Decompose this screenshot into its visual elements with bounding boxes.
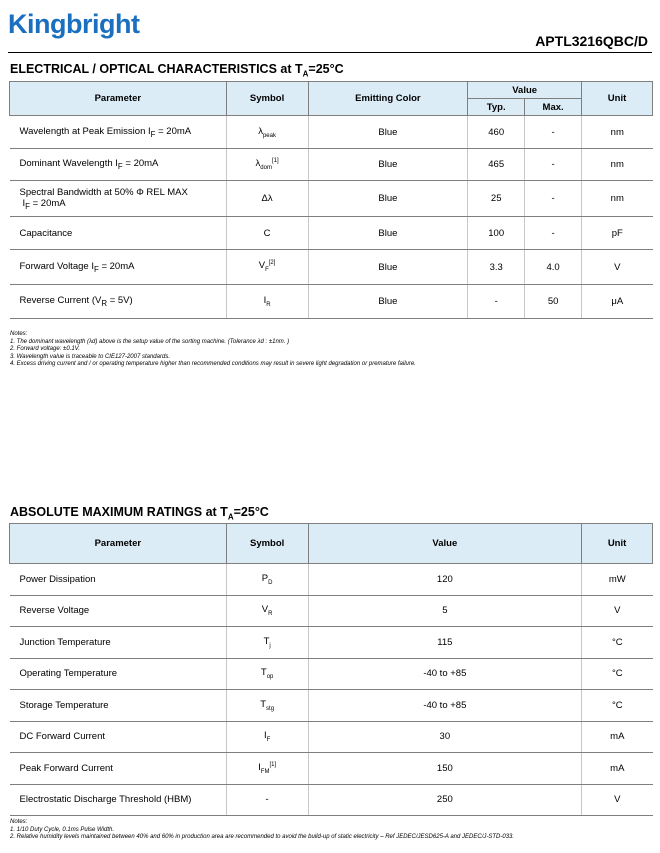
amr-unit-cell: mA (582, 753, 653, 785)
amr-header-unit: Unit (582, 524, 653, 564)
amr-value-cell: 150 (308, 753, 582, 785)
eo-parameter-cell (10, 250, 227, 285)
amr-table-row (10, 721, 653, 753)
eo-symbol: λ (255, 158, 261, 170)
eo-parameter-cell (10, 285, 227, 319)
eo-typ-cell: 100 (468, 217, 525, 250)
eo-color-cell: Blue (308, 116, 468, 149)
amr-value-cell: 120 (308, 564, 582, 596)
eo-header-parameter: Parameter (10, 82, 227, 116)
amr-symbol-note: [1] (269, 761, 277, 768)
eo-parameter-cond: = 20mA (122, 158, 159, 170)
amr-value-cell: 250 (308, 784, 582, 816)
eo-unit-cell: pF (582, 217, 653, 250)
amr-symbol: T (263, 635, 270, 647)
amr-symbol-sub: j (269, 642, 271, 649)
header-divider (8, 52, 652, 53)
eo-max-cell: - (525, 217, 582, 250)
amr-symbol-sub: F (266, 737, 271, 744)
amr-symbol-sub: D (268, 579, 273, 586)
eo-parameter-cell (10, 181, 227, 217)
eo-symbol-cell (226, 217, 308, 250)
amr-note-line: 2. Relative humidity levels maintained between 40% and 60% in production area are recommended to avoid the build-up of static electricity – Ref JEDEC/JESD625-A and JEDEC/J-STD-033. (10, 834, 515, 840)
eo-parameter-cell (10, 116, 227, 149)
amr-value-cell: 115 (308, 627, 582, 659)
eo-table-row (10, 181, 653, 217)
eo-symbol: V (258, 260, 266, 272)
amr-symbol: I (263, 730, 267, 742)
eo-header-max: Max. (525, 99, 582, 116)
eo-color-cell: Blue (308, 250, 468, 285)
amr-symbol: - (265, 794, 269, 806)
amr-table-row (10, 595, 653, 627)
eo-table-row (10, 116, 653, 149)
amr-table-row (10, 690, 653, 722)
eo-parameter-sub: F (93, 264, 99, 274)
eo-max-cell: 4.0 (525, 250, 582, 285)
amr-symbol: T (260, 667, 267, 679)
eo-note-line: 1. The dominant wavelength (λd) above is the setup value of the sorting machine. (Tolerance λd : ±1nm. ) (10, 338, 290, 345)
eo-parameter: Forward Voltage I (19, 260, 94, 272)
eo-parameter-cell (10, 149, 227, 181)
eo-max-cell: - (525, 149, 582, 181)
amr-unit-cell: °C (582, 627, 653, 659)
amr-unit-cell: V (582, 595, 653, 627)
amr-parameter-cell: Electrostatic Discharge Threshold (HBM) (10, 784, 227, 816)
amr-symbol-cell (226, 658, 308, 690)
eo-parameter-line2-text: I (22, 197, 26, 209)
eo-max-cell: - (525, 116, 582, 149)
eo-note-line: 4. Excess driving current and / or operating temperature higher than recommended conditions may result in severe light degradation or premature failure. (10, 361, 416, 367)
eo-parameter: Wavelength at Peak Emission I (19, 125, 151, 137)
eo-header-unit: Unit (582, 82, 653, 116)
amr-value-cell: 30 (308, 721, 582, 753)
amr-unit-cell: mW (582, 564, 653, 596)
eo-header-symbol: Symbol (226, 82, 308, 116)
amr-unit-cell: V (582, 784, 653, 816)
eo-color-cell: Blue (308, 285, 468, 319)
eo-unit-cell: nm (582, 116, 653, 149)
amr-value-cell: 5 (308, 595, 582, 627)
eo-typ-cell: - (468, 285, 525, 319)
amr-value-cell: -40 to +85 (308, 690, 582, 722)
eo-symbol-sub: R (266, 301, 271, 308)
amr-parameter-cell: Operating Temperature (10, 658, 227, 690)
eo-symbol-cell (226, 116, 308, 149)
eo-symbol: Δλ (261, 193, 273, 204)
amr-table-row (10, 564, 653, 596)
eo-typ-cell: 25 (468, 181, 525, 217)
eo-parameter-cond: = 5V) (107, 295, 133, 307)
eo-table-row (10, 250, 653, 285)
amr-header-parameter: Parameter (10, 524, 227, 564)
amr-table-row (10, 658, 653, 690)
amr-header-value: Value (308, 524, 582, 564)
eo-symbol-cell (226, 181, 308, 217)
eo-color-cell: Blue (308, 217, 468, 250)
eo-header-value: Value (468, 82, 582, 99)
eo-parameter-cell (10, 217, 227, 250)
eo-note-line: 2. Forward voltage: ±0.1V. (10, 346, 80, 352)
eo-note-line: Notes: (10, 331, 28, 337)
eo-table (9, 81, 653, 319)
amr-symbol-cell (226, 753, 308, 785)
eo-parameter-line2 (20, 198, 66, 209)
amr-symbol-cell (226, 564, 308, 596)
amr-table-row (10, 784, 653, 816)
eo-color-cell: Blue (308, 149, 468, 181)
eo-unit-cell: μA (582, 285, 653, 319)
eo-symbol-sub: dom (260, 165, 272, 172)
amr-unit-cell: °C (582, 690, 653, 722)
amr-symbol: P (261, 572, 269, 584)
eo-symbol-cell (226, 285, 308, 319)
amr-value-cell: -40 to +85 (308, 658, 582, 690)
amr-symbol-cell (226, 721, 308, 753)
brand-logo: Kingbright (8, 9, 140, 39)
amr-note-line: 1. 1/10 Duty Cycle, 0.1ms Pulse Width. (10, 826, 114, 833)
eo-symbol-sub: F (265, 267, 269, 274)
eo-notes (10, 331, 416, 369)
eo-header-color: Emitting Color (308, 82, 468, 116)
eo-max-cell: - (525, 181, 582, 217)
eo-parameter: Dominant Wavelength I (19, 158, 118, 170)
eo-symbol: C (263, 227, 271, 239)
amr-symbol: I (258, 761, 261, 773)
eo-parameter: Capacitance (19, 227, 73, 239)
eo-unit-cell: V (582, 250, 653, 285)
eo-symbol-note: [1] (271, 157, 279, 164)
eo-parameter-cond: = 20mA (98, 260, 135, 272)
amr-unit-cell: mA (582, 721, 653, 753)
eo-typ-cell: 460 (468, 116, 525, 149)
eo-symbol-cell (226, 250, 308, 285)
eo-symbol: λ (258, 125, 263, 137)
amr-table (9, 523, 653, 816)
amr-parameter-cell: Peak Forward Current (10, 753, 227, 785)
eo-parameter-sub: F (150, 129, 156, 139)
amr-parameter-cell: DC Forward Current (10, 721, 227, 753)
amr-parameter-cell: Storage Temperature (10, 690, 227, 722)
eo-parameter-sub: R (101, 298, 108, 308)
eo-color-cell: Blue (308, 181, 468, 217)
eo-typ-cell: 465 (468, 149, 525, 181)
eo-parameter-cond: = 20mA (155, 125, 192, 137)
eo-parameter: Reverse Current (V (19, 295, 102, 307)
amr-unit-cell: °C (582, 658, 653, 690)
amr-symbol-sub: op (266, 674, 274, 681)
eo-section-title: ELECTRICAL / OPTICAL CHARACTERISTICS at $T_A=25^\circ C$ (10, 62, 344, 79)
eo-table-row (10, 149, 653, 181)
eo-note-line: 3. Wavelength value is traceable to CIE127-2007 standards. (10, 353, 170, 360)
eo-parameter-sub: F (117, 161, 123, 171)
eo-table-row (10, 285, 653, 319)
amr-table-row (10, 627, 653, 659)
eo-parameter-line2-cond: = 20mA (29, 197, 66, 209)
eo-parameter-line2-sub: F (25, 201, 30, 211)
amr-parameter-cell: Junction Temperature (10, 627, 227, 659)
amr-symbol-cell (226, 595, 308, 627)
eo-symbol-sub: peak (262, 132, 276, 139)
eo-parameter: Spectral Bandwidth at 50% Φ REL MAX (19, 186, 188, 198)
amr-symbol: V (261, 604, 269, 616)
amr-section-title: ABSOLUTE MAXIMUM RATINGS at $T_A=25^\circ C$ (10, 505, 269, 522)
amr-parameter-cell: Reverse Voltage (10, 595, 227, 627)
eo-symbol-cell (226, 149, 308, 181)
eo-typ-cell: 3.3 (468, 250, 525, 285)
amr-parameter-cell: Power Dissipation (10, 564, 227, 596)
amr-header-symbol: Symbol (226, 524, 308, 564)
amr-symbol-sub: FM (260, 768, 270, 775)
eo-header-typ: Typ. (468, 99, 525, 116)
amr-symbol-sub: stg (266, 705, 275, 712)
amr-note-line: Notes: (10, 819, 28, 825)
amr-symbol-cell (226, 784, 308, 816)
part-number: APTL3216QBC/D (535, 33, 648, 49)
eo-symbol: I (263, 295, 267, 307)
amr-symbol-cell (226, 627, 308, 659)
eo-max-cell: 50 (525, 285, 582, 319)
eo-symbol-note: [2] (268, 260, 276, 267)
eo-table-row (10, 217, 653, 250)
amr-notes (10, 819, 514, 842)
eo-unit-cell: nm (582, 181, 653, 217)
eo-unit-cell: nm (582, 149, 653, 181)
amr-table-row (10, 753, 653, 785)
amr-symbol-cell (226, 690, 308, 722)
amr-symbol-sub: R (268, 611, 273, 618)
amr-symbol: T (260, 698, 267, 710)
